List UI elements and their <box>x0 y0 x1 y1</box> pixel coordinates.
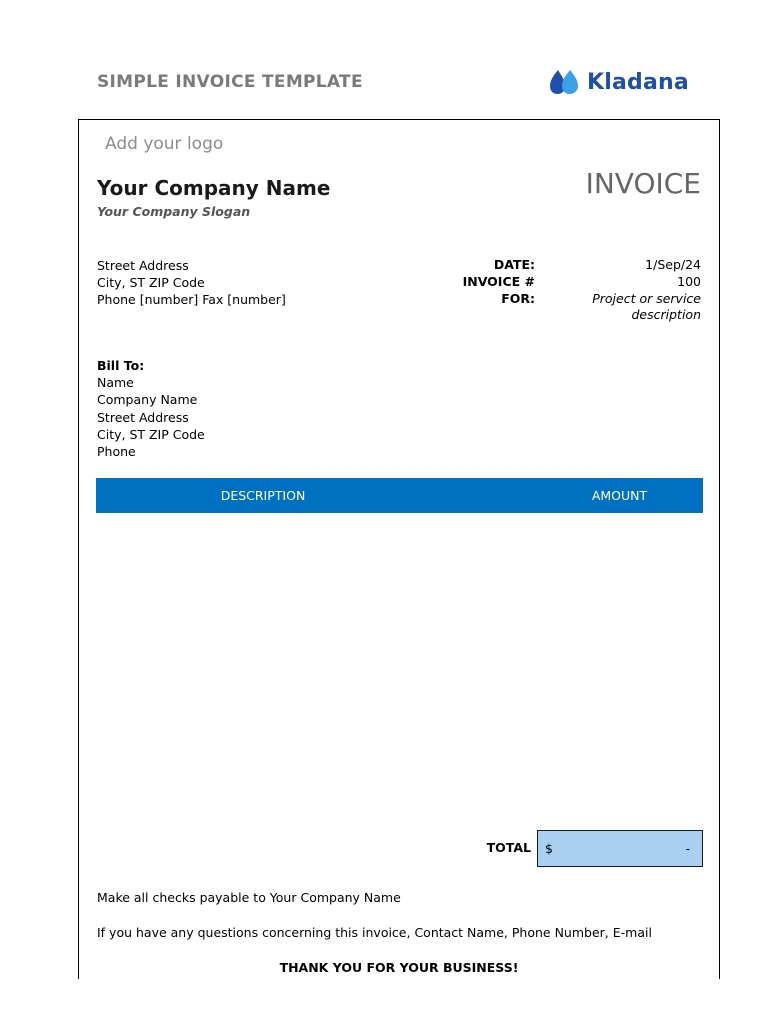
company-name[interactable]: Your Company Name <box>97 176 331 200</box>
bill-to-company[interactable]: Company Name <box>97 392 198 408</box>
for-value[interactable]: Project or service description <box>592 291 701 322</box>
bill-to-name[interactable]: Name <box>97 375 134 391</box>
sender-address <box>97 257 286 308</box>
bill-to-city[interactable]: City, ST ZIP Code <box>97 426 205 442</box>
bill-to-phone[interactable]: Phone <box>97 444 136 460</box>
date-label: DATE: <box>493 257 535 272</box>
for-label: FOR: <box>501 291 535 306</box>
bill-to-title: Bill To: <box>97 358 145 373</box>
template-title: SIMPLE INVOICE TEMPLATE <box>97 72 363 92</box>
company-slogan[interactable]: Your Company Slogan <box>97 204 251 219</box>
bill-to-street[interactable]: Street Address <box>97 409 189 425</box>
sender-street[interactable]: Street Address <box>97 258 189 273</box>
thank-you-message: THANK YOU FOR YOUR BUSINESS! <box>279 960 519 975</box>
brand-name: Kladana <box>587 69 689 95</box>
column-header-description: DESCRIPTION <box>220 488 306 503</box>
invoice-heading: INVOICE <box>585 167 701 200</box>
total-label: TOTAL <box>486 840 531 855</box>
items-table-header <box>96 478 703 513</box>
total-value-box[interactable] <box>537 830 703 867</box>
checks-payable-note[interactable]: Make all checks payable to Your Company Name <box>97 890 401 905</box>
total-currency: $ <box>545 841 553 856</box>
sender-city[interactable]: City, ST ZIP Code <box>97 275 205 290</box>
invoice-number-value[interactable]: 100 <box>677 274 701 289</box>
kladana-logo-icon <box>549 69 581 95</box>
column-header-amount: AMOUNT <box>591 488 648 503</box>
brand-logo[interactable] <box>549 66 689 98</box>
logo-placeholder[interactable]: Add your logo <box>105 134 224 154</box>
questions-contact-note[interactable]: If you have any questions concerning this invoice, Contact Name, Phone Number, E-mail <box>97 925 652 940</box>
total-amount: - <box>685 841 690 856</box>
bill-to-block <box>97 357 205 460</box>
date-value[interactable]: 1/Sep/24 <box>645 257 701 272</box>
sender-phone-fax[interactable]: Phone [number] Fax [number] <box>97 292 286 307</box>
invoice-number-label: INVOICE # <box>462 274 535 289</box>
items-table-body[interactable] <box>96 513 703 823</box>
